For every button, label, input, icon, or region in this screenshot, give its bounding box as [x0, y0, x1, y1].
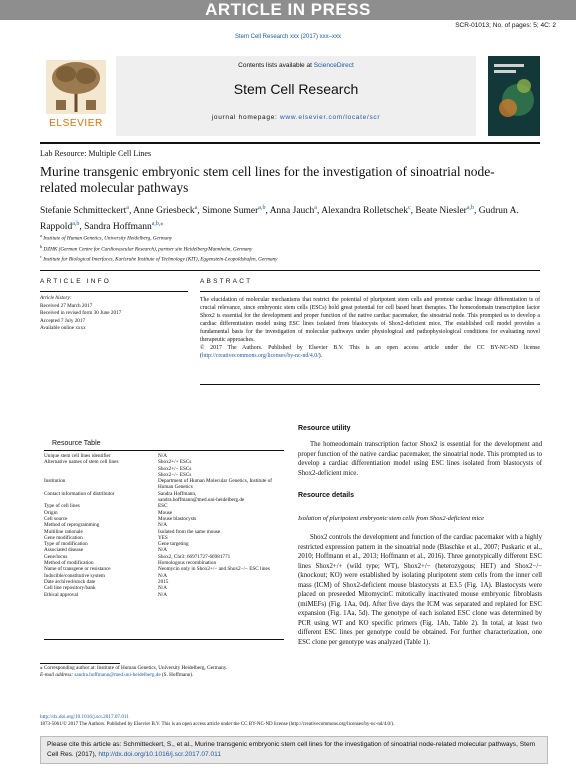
cite-this-article-box [40, 736, 548, 764]
resource-table-row [44, 459, 284, 478]
journal-cover-thumbnail[interactable] [488, 56, 540, 136]
abstract-text: The elucidation of molecular mechanisms that restrict the potential of pluripotent stem cells and promote cardiac lineage differentiation is of crucial relevance, since embryonic stem cells (ESCs) hold great potential for cell based heart therapies. The homeodomain transcription factor Shox2 is essential for the development and proper function of the native cardiac pacemaker, the sinoatrial node. This prompted us to develop a cardiac differentiation model using ESC lines isolated from blastocysts of Shox2-deficient mice. The established cell model provides a fundamental basis for the investigation of molecular pathways under physiological and pathophysiological conditions for evaluating novel therapeutic approaches. [200, 297, 540, 343]
affiliation-key: b [40, 243, 43, 249]
abstract-bottom-rule [200, 384, 540, 385]
cite-doi-link[interactable]: http://dx.doi.org/10.1016/j.scr.2017.07.011 [98, 750, 222, 758]
resource-table-value: N/A [158, 547, 167, 554]
resource-table-value: Homologous recombination [158, 560, 217, 567]
affiliation-item [40, 243, 540, 254]
history-label: Article history: [40, 295, 72, 301]
article-history [40, 295, 190, 333]
footnote-rule [40, 663, 120, 664]
resource-table-key: Alternative names of stem cell lines [44, 459, 119, 466]
corresponding-author: ⁎ Corresponding author at: Institute of Human Genetics, University Heidelberg, Germany. [40, 665, 228, 671]
abstract-heading: ABSTRACT [200, 278, 253, 285]
resource-details-subheading: Isolation of pluripotent embryonic stem cells from Shox2-deficient mice [298, 515, 485, 522]
history-received: Received 27 March 2017 [40, 302, 93, 309]
resource-utility-text: The homeodomain transcription factor Shox2 is essential for the development and proper function of the native cardiac pacemaker, the sinoatrial node. This prompted us to develop a cardiac differentiation model using ESC lines isolated from blastocysts of Shox2-deficient mice. [298, 441, 542, 477]
affiliation-item [40, 232, 540, 243]
resource-table-key: Cell source [44, 515, 68, 522]
author-name[interactable]: Anne Griesbeck [133, 206, 195, 217]
history-online: Available online xxxx [40, 325, 86, 331]
author-name[interactable]: Beate Niesler [415, 206, 467, 217]
author-name[interactable]: Sandra Hoffmann [84, 221, 152, 232]
journal-citation[interactable]: Stem Cell Research xxx (2017) xxx–xxx [234, 34, 342, 40]
resource-table-value: YES [158, 534, 168, 541]
resource-table-key: Multiline rationale [44, 528, 83, 535]
resource-table-key: Method of reprogramming [44, 522, 100, 529]
resource-table-value: N/A [158, 585, 167, 592]
article-type: Lab Resource: Multiple Cell Lines [40, 149, 152, 158]
doi-line [40, 714, 129, 721]
resource-table-key: Cell line repository/bank [44, 585, 96, 592]
author-affiliation-marker: c [407, 205, 411, 211]
copyright-line: 1873-5061/© 2017 The Authors. Published by Elsevier B.V. This is an open access article under the CC BY-NC-ND license (http://creativecommons.org/licenses/by-nc-nd/4.0/). [40, 722, 395, 727]
resource-table-key: Method of modification [44, 560, 94, 567]
publisher-logo-text: ELSEVIER [49, 118, 103, 129]
resource-table-row [44, 491, 284, 504]
cite-body: Please cite this article as: Schmitteckert, S., et al., Murine transgenic embryonic stem cell lines for the investigation of sinoatrial node-related molecular pathways, Stem Cell Res. (2017), [47, 741, 536, 758]
license-link[interactable]: http://creativecommons.org/licenses/by-nc-nd/4.0/ [201, 353, 319, 359]
resource-table-key: Institution [44, 478, 66, 485]
resource-table-top-rule [44, 450, 284, 451]
author-affiliation-marker: a [194, 205, 198, 211]
abstract-copyright: © 2017 The Authors. Published by Elsevier B.V. This is an open access article under the CC BY-NC-ND license ( [200, 345, 540, 359]
author-list: Stefanie Schmitteckert$^a$, Anne Griesbeck$^a$, Simone Sumer$^{a,b}$, Anna Jauch$^a$, Alexandra Rolletschek$^c$, Beate Niesler$^{a,b}$, Gudrun A. Rappold$^{a,b}$, Sandra Hoffmann$^{a,b,⁎}$ [40, 205, 519, 232]
contents-line [116, 62, 476, 69]
history-accepted: Accepted 7 July 2017 [40, 317, 86, 324]
resource-table-row [44, 592, 284, 598]
resource-table-value: Department of Human Molecular Genetics, Institute of Human Genetics [158, 478, 272, 491]
resource-table-value: Sandra Hoffmann, sandra.hoffmann@med.uni-heidelberg.de [158, 490, 245, 504]
resource-details-heading: Resource details [298, 492, 355, 499]
header-rule [40, 142, 540, 144]
resource-table-key: Type of modification [44, 541, 88, 548]
abstract-body [200, 296, 540, 360]
resource-table-value: Gene targeting [158, 541, 189, 548]
journal-header-box [116, 56, 476, 136]
section-rule [40, 270, 540, 271]
affiliation-item [40, 253, 540, 264]
resource-table-value: Shox2, Chr3: 66971727-66981771 [158, 553, 231, 560]
resource-table-value: Mouse [158, 509, 173, 516]
resource-table-key: Date archived/stock date [44, 578, 96, 585]
footnote [40, 665, 280, 679]
resource-table-value: N/A [158, 522, 167, 529]
affiliation-text: Institute of Human Genetics, University Heidelberg, Germany [41, 235, 173, 242]
author-name[interactable]: Anna Jauch [269, 206, 315, 217]
affiliation-text: DZHK (German Centre for Cardiovascular Research), partner site Heidelberg/Mannheim, Germany [42, 246, 253, 253]
sciencedirect-link[interactable]: ScienceDirect [313, 62, 354, 69]
resource-table-value: Shox2+/+ ESCs Shox2+/− ESCs Shox2−/− ESCs [158, 459, 192, 478]
resource-table-key: Origin [44, 509, 58, 516]
email-link[interactable]: sandra.hoffmann@med.uni-heidelberg.de [74, 672, 161, 678]
resource-table-value: Isolated from the same mouse [158, 528, 221, 535]
author-name[interactable]: Gudrun A. Rappold [40, 206, 519, 232]
resource-table-key: Associated disease [44, 547, 84, 554]
abstract-copyright-end: ). [318, 353, 323, 359]
resource-details-text: Shox2 controls the development and function of the cardiac pacemaker with a highly restricted expression pattern in the sinoatrial node (Blaschke et al., 2007; Puskaric et al., 2010; Hoffmann et al., 2013; Hoffmann et al., 2016). Three genotypically different ESC lines Shox2+/+ (wild type; WT), Shox2+/− (heterozygous; HET) and Shox2−/− (knockout; KO) were established by isolating pluripotent stem cells from the inner cell mass (ICM) of Shox2-deficient mouse blastocysts at E3.5 (Fig. 1A). Blastocysts were placed on preseeded MitomycinC mitotically inactivated mouse embryonic fibroblasts (miMEFs) (Fig. 1Aa, 0d). After five days the ICM was separated and replated for ESC expansion (Fig. 1Aa, 5d). The genotype of each isolated ESC clone was determined by PCR using WT and KO specific primers (Fig. 1Ab, Table 2). In total, at least two different ESC lines per genotype could be obtained. For further characterization, one ESC clone per genotype was analyzed (Table 1). [298, 534, 542, 646]
article-info-heading: ARTICLE INFO [40, 278, 112, 285]
article-title: Murine transgenic embryonic stem cell lines for the investigation of sinoatrial node-related molecular pathways [40, 164, 495, 195]
author-affiliation-marker: a,b [258, 205, 266, 211]
article-reference: SCR-01013; No. of pages: 5; 4C: 2 [455, 22, 556, 29]
author-affiliation-marker: a [314, 205, 317, 211]
author-name[interactable]: Stefanie Schmitteckert [40, 206, 127, 217]
resource-table-value: N/A [158, 453, 167, 459]
resource-table-value: ESC [158, 503, 168, 510]
cite-text [47, 740, 541, 759]
resource-table-value: N/A [158, 591, 167, 598]
affiliation-key: c [40, 254, 42, 260]
email-suffix: (S. Hoffmann). [161, 672, 194, 678]
author-affiliation-marker: a,b [72, 220, 80, 227]
author-name[interactable]: Simone Sumer [202, 206, 259, 217]
journal-homepage [116, 114, 476, 121]
resource-table-key: Gene/locus [44, 553, 68, 560]
article-info-rule [40, 291, 188, 292]
resource-table-key: Contact information of distributor [44, 490, 115, 497]
affiliation-list [40, 232, 540, 264]
resource-table-key: Type of cell lines [44, 503, 80, 510]
abstract-rule [200, 291, 540, 292]
homepage-prefix: journal homepage: [211, 114, 278, 121]
journal-header [40, 56, 540, 140]
resource-table-value: 2015 [158, 578, 169, 585]
contents-prefix: Contents lists available at [238, 62, 312, 69]
resource-table-bottom-rule [44, 639, 284, 640]
email-label: E-mail address: [40, 672, 74, 678]
author-affiliation-marker: a,b,⁎ [151, 220, 164, 227]
resource-table-value: Mouse blastocysts [158, 515, 197, 522]
history-revised: Received in revised form 30 June 2017 [40, 310, 122, 316]
article-in-press-banner: ARTICLE IN PRESS [0, 0, 576, 20]
author-affiliation-marker: a [126, 205, 129, 211]
doi-link[interactable]: http://dx.doi.org/10.1016/j.scr.2017.07.011 [40, 714, 129, 720]
resource-table-key: Ethical approval [44, 591, 79, 598]
journal-title[interactable]: Stem Cell Research [233, 81, 359, 97]
author-affiliation-marker: a,b [466, 205, 475, 211]
resource-table-row [44, 478, 284, 491]
affiliation-text: Institute for Biological Interfaces, Karlsruhe Institute of Technology (KIT), Eggenstein-Leopoldshafen, Germany [41, 257, 278, 264]
resource-table-key: Gene modification [44, 534, 83, 541]
email-line [40, 672, 280, 679]
resource-table [44, 453, 284, 598]
author-name[interactable]: Alexandra Rolletschek [321, 206, 408, 217]
resource-utility-heading: Resource utility [298, 425, 351, 432]
affiliation-key: a [40, 233, 42, 238]
homepage-link[interactable]: www.elsevier.com/locate/scr [280, 114, 381, 121]
resource-table-key: Inducible/constitutive system [44, 572, 105, 579]
resource-table-label: Resource Table [52, 440, 101, 447]
resource-table-key: Name of transgene or resistance [44, 566, 111, 573]
resource-table-key: Unique stem cell lines identifier [44, 453, 111, 459]
resource-table-value: Neomycin only in Shox2+/− and Shox2−/− ESC lines [158, 566, 270, 573]
resource-table-value: N/A [158, 572, 167, 579]
